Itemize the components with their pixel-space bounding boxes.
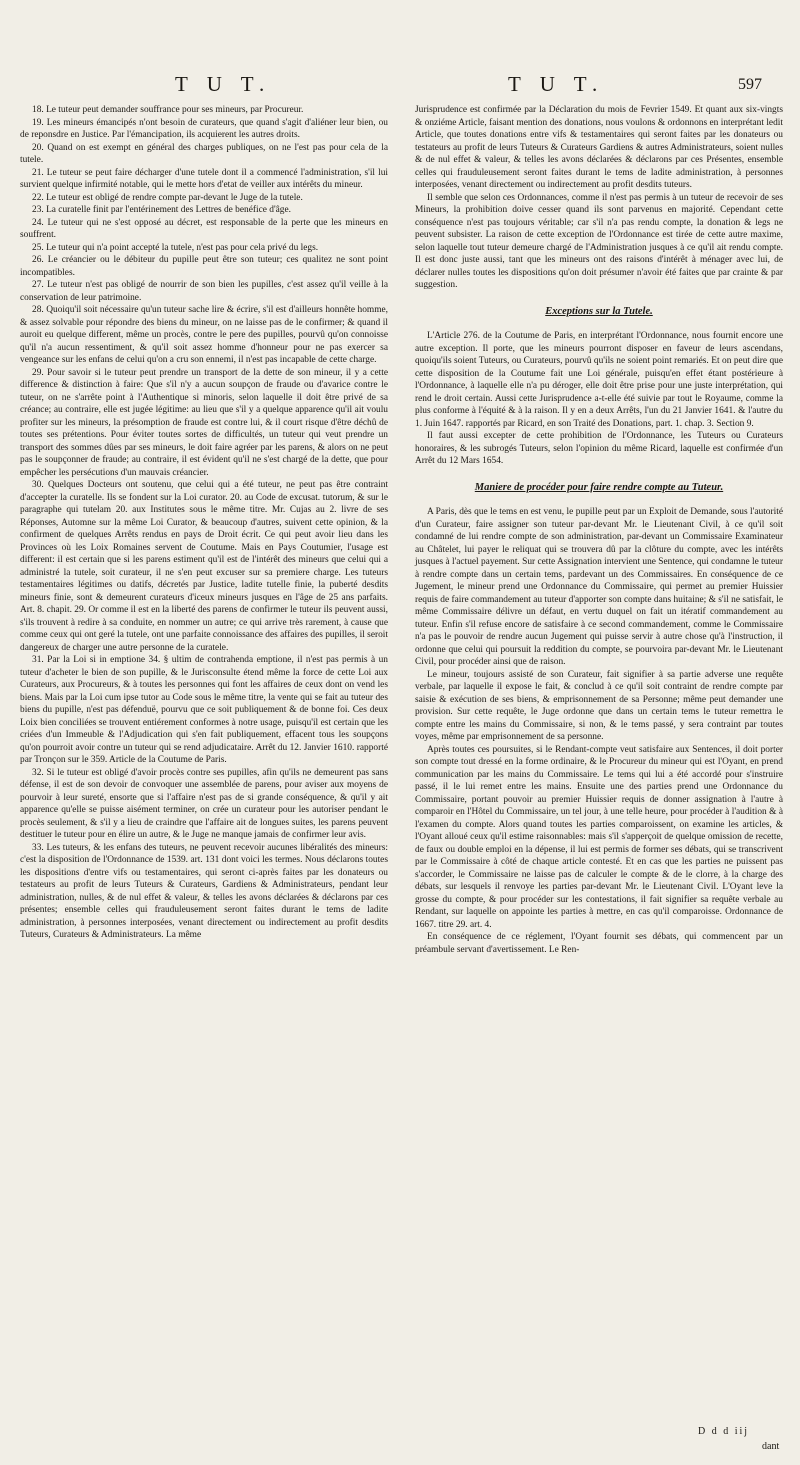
paragraph: 30. Quelques Docteurs ont soutenu, que celui qui a été tuteur, ne peut pas être contraint d'accepter la curatelle. Ils se fondent sur la Loi curator. 20. au Code de excusat. tutorum, & sur le paragraphe qui tutelam 20. aux Institutes sous le même titre. Mr. Cujas au 2. livre de ses Réponses, Automne sur la même Loi Curator, & beaucoup d'autres, suivent cette opinion, & la confirment de quelques Arrêts rendus en pays de Droit écrit. Ce qui peut avoir lieu dans les Provinces où les Loix Romaines servent de Coutume. Mais en Pays Coutumier, l'usage est different: il est certain que si les parens estiment qu'il est de l'intérêt des mineurs que celui qui a administré la tutele, soit curateur, il ne s'en peut excuser sur sa premiere charge. Les tuteurs testamentaires légitimes ou datifs, décretés par Justice, ladite tutelle finie, la puberté desdits mineurs finie, sont & demeurent curateurs d'iceux mineurs jusques en l'âge de 25 ans parfaits. Art. 8. chapit. 29. Or comme il est en la liberté des parens de confirmer le tuteur ils peuvent aussi, s'ils trouvent à redire à sa conduite, en nommer un autre; ce qui arrive très rarement, à cause que comme ceux qui ont geré la tutele, ont une parfaite connoissance des affaires des pupilles, il seroit dangereux de charger une autre personne de la curatele.: [20, 480, 388, 653]
paragraph: 29. Pour savoir si le tuteur peut prendre un transport de la dette de son mineur, il y a cette difference & distinction à faire: Que s'il n'y a aucun soupçon de fraude ou d'avarice contre le tuteur, on ne s'arrête point à l'Authentique si minoris, selon laquelle il doit être privé de sa créance; au contraire, elle est jugée légitime: au lieu que s'il y a quelque apparence qu'il ait voulu profiter sur les mineurs, la présomption de fraude est contre lui, & il court risque d'être déchû de toutes ses prétentions. Pour éviter toutes sortes de difficultés, un tuteur qui veut prendre un transport des sommes dûes par ses mineurs, le doit faire agréer par les parens, & alors on ne peut pas le soupçonner de fraude; au contraire, il est évident qu'il ne s'est chargé de la dette, que pour empêcher les persécutions d'un mauvais créancier.: [20, 367, 388, 478]
paragraph: 33. Les tuteurs, & les enfans des tuteurs, ne peuvent recevoir aucunes libéralités des mineurs: c'est la disposition de l'Ordonnance de 1539. art. 131 dont voici les termes. Nous déclarons toutes les dispositions d'entre vifs ou testamentaires, qui seront ci-après faites par les donateurs ou testateurs au profit de leurs Tuteurs & Curateurs, Gardiens & Administrateurs, pendant leur administration, nulles, & de nul effet & valeur, & telles les avons déclarées & déclarons par ces présentes; ensemble celles qui frauduleusement seront faites durant le tems de ladite administration, à personnes interposées, venant directement ou indirectement au profit desdits Tuteurs, Curateurs & Administrateurs. La même: [20, 842, 388, 940]
paragraph: A Paris, dès que le tems en est venu, le pupille peut par un Exploit de Demande, sous l'autorité d'un Curateur, faire assigner son tuteur par-devant Mr. le Lieutenant Civil, à ce qu'il soit condamné de lui rendre compte de son administration, par-devant un Commissaire Examinateur au Châtelet, lui payer le reliquat qui se trouvera dû par la clôture du compte, avec les intérêts jusques à l'actuel payement. Sur cette Assignation intervient une Sentence, qui condamne le tuteur à rendre compte dans un certain tems, pardevant un des Commissaires. En conséquence de ce Jugement, le mineur prend une Ordonnance du Commissaire, qui permet au premier Huissier requis de faire commandement au tuteur d'apporter son compte dans huitaine; & s'il ne satisfait, le même Commissaire délivre un défaut, en vertu duquel on fait un itératif commandement au tuteur. Enfin s'il refuse encore de satisfaire à ce second commandement, comme le Commissaire n'a pas le pouvoir de rendre aucun Jugement qui puisse servir à autre chose qu'à l'instruction, il ordonne que celui qui poursuit la reddition du compte, se pourvoira par-devant Mr. le Lieutenant Civil, pour procéder ainsi que de raison.: [415, 507, 783, 667]
right-column: [415, 104, 783, 956]
signature-mark: D d d iij: [698, 1426, 750, 1437]
paragraph: Il faut aussi excepter de cette prohibition de l'Ordonnance, les Tuteurs ou Curateurs honoraires, & les subrogés Tuteurs, selon l'opinion du même Ricard, laquelle est confirmée d'un Arrêt du 12 Mars 1654.: [415, 431, 783, 466]
paragraph: L'Article 276. de la Coutume de Paris, en interprétant l'Ordonnance, nous fournit encore une autre exception. Il porte, que les mineurs pourront disposer en faveur de leurs ascendans, quoiqu'ils soient Tuteurs, ou Curateurs, pourvû qu'ils ne soient point remariés. Et on peut dire que cette disposition de la Coutume fait une Loi générale, puisqu'en effet étant postérieure à l'Ordonnance, à laquelle elle n'a pu déroger, elle doit être prise pour une juste interprétation, qui rend le droit certain. Aussi cette Jurisprudence a-t-elle été suivie par tout le Royaume, comme la plus conforme à l'équité & à la raison. Il y en a deux Arrêts, l'un du 21 Janvier 1641. & l'autre du 1. Juin 1647. rapportés par Ricard, en son Traité des Donations, part. 1. chap. 3. Section 9.: [415, 331, 783, 429]
page-number: 597: [738, 76, 762, 93]
paragraph: 20. Quand on est exempt en général des charges publiques, on ne l'est pas pour cela de la tutele.: [20, 142, 388, 165]
paragraph: Jurisprudence est confirmée par la Déclaration du mois de Fevrier 1549. Et quant aux six-vingts & onziéme Article, faisant mention des donations, nous voulons & ordonnons en interprétant ledit Article, que toutes donations entre vifs & testamentaires qui seront faites par les donateurs ou testateurs au profit de leurs Tuteurs & Curateurs Gardiens & autres Administrateurs, soient nulles & de nul effet & valeur, & telles les avons déclarées & déclarons par ces Présentes, ensemble celles qui frauduleusement seront faites durant le tems de ladite administration, à personnes interposées, venant directement ou indirectement au profit desdits tuteurs.: [415, 105, 783, 190]
paragraph: 24. Le tuteur qui ne s'est opposé au décret, est responsable de la perte que les mineurs en souffrent.: [20, 217, 388, 240]
paragraph: 26. Le créancier ou le débiteur du pupille peut être son tuteur; ces qualitez ne sont point incompatibles.: [20, 255, 388, 278]
running-head-right: T U T.: [508, 72, 605, 96]
paragraph: Il semble que selon ces Ordonnances, comme il n'est pas permis à un tuteur de recevoir de ses Mineurs, la prohibition doive cesser quand ils sont parvenus en majorité. Cependant cette conséquence n'est pas toujours véritable; car s'il n'a pas rendu compte, la donation & legs ne peuvent subsister. La raison de cette exception de l'Ordonnance est tirée de cette autre maxime, selon laquelle tout tuteur demeure chargé de l'Administration jusques à ce qu'il ait rendu compte. Il est donc juste aussi, tant que les mineurs ont des raisons d'intérêt à ménager avec lui, de déclarer nulles toutes les dispositions qu'on doit présumer n'avoir été faites que par crainte & par suggestion.: [415, 192, 783, 290]
paragraph: 21. Le tuteur se peut faire décharger d'une tutele dont il a commencé l'administration, s'il lui survient quelque infirmité notable, qui le mette hors d'etat de veiller aux intérêts du mineur.: [20, 167, 388, 190]
paragraph: 22. Le tuteur est obligé de rendre compte par-devant le Juge de la tutele.: [32, 192, 303, 203]
section-heading: Exceptions sur la Tutele.: [545, 305, 653, 317]
paragraph: 23. La curatelle finit par l'entérinement des Lettres de benéfice d'âge.: [32, 205, 291, 215]
paragraph: 19. Les mineurs émancipés n'ont besoin de curateurs, que quand s'agit d'aliéner leur bien, ou de reponsdre en Justice. Par l'émancipation, ils acquierent les autres droits.: [20, 117, 388, 140]
paragraph: 32. Si le tuteur est obligé d'avoir procès contre ses pupilles, afin qu'ils ne demeurent pas sans défense, il est de son devoir de convoquer une assemblée de parens, pour aviser aux moyens de pourvoir à leur sureté, ensorte que si l'affaire n'est pas de si grande conséquence, & qu'il y ait apparence qu'elle se puisse aisément terminer, on crée un curateur pour les autoriser pendant le procès seulement, & s'il y a lieu de craindre que l'affaire ait de longues suites, les parens peuvent destituer le tuteur pour en élire un autre, & le Juge ne manque jamais de confirmer leur avis.: [20, 767, 388, 840]
paragraph: 31. Par la Loi si in emptione 34. § ultim de contrahenda emptione, il n'est pas permis à un tuteur d'acheter le bien de son pupille, & le Jurisconsulte étend même la force de cette Loi aux Curateurs, aux Procureurs, & à toutes les personnes qui font les affaires de ceux dont on vend les biens. Mais par la Loi cum ipse tutor au Code sous le même titre, la vente qui se fait au tuteur des biens du pupille, n'est pas défenduë, pourvu que ce soit publiquement & de bonne foi. Ces deux Loix bien conciliées se trouvent entiérement conformes à notre usage, puisqu'il est certain que les criées d'un Immeuble & l'Adjudication qui s'en fait publiquement, effacent tous les soupçons qu'on pourroit avoir contre un tuteur qui se rend adjudicataire. Arrêt du 12. Janvier 1610. rapporté par Tronçon sur le 359. Article de la Coutume de Paris.: [20, 655, 388, 765]
paragraph: Après toutes ces poursuites, si le Rendant-compte veut satisfaire aux Sentences, il doit porter son compte tout dressé en la forme ordinaire, & le Procureur du mineur qui est l'Oyant, en prend communication par les mains du Commissaire. Le tems qui lui a été accordé pour s'instruire passé, il le lui remet entre les mains. Ensuite une des parties prend une Ordonnance du Commissaire, portant pouvoir au premier Huissier requis de donner assignation à l'autre à comparoir en l'Hôtel du Commissaire, un tel jour, à une telle heure, pour procéder à l'audition & à l'examen du compte. Alors quand toutes les parties comparoissent, on examine les articles, & l'Oyant alloué ceux qu'il estime raisonnables: mais s'il s'apperçoit de quelque omission de recette, de faux ou double emploi en la dépense, il lui est permis de former ses débats, qui se transcrivent par le Commissaire à côté de chaque article contesté. Et en cas que les parties ne puissent pas s'accorder, le Commissaire ne laisse pas de calculer le compte & de le clorre, à la charge des débats, sur lesquels il renvoye les parties par-devant Mr. le Lieutenant Civil. L'Oyant leve la grosse du compte, & pour procéder sur les contestations, il fait signifier sa requête verbale au Rendant, sur laquelle on appointe les parties à mettre, en cas qu'il comparoisse. Ordonnance de 1667. titre 29. art. 4.: [415, 744, 783, 930]
paragraph: 28. Quoiqu'il soit nécessaire qu'un tuteur sache lire & écrire, s'il est d'ailleurs honnête homme, & assez solvable pour répondre des biens du mineur, on ne laisse pas de le confirmer; & quand il auroit eu quelque different, même un procès, contre le pere des pupilles, pourvû qu'on connoisse qu'il n'a aucun ressentiment, & qu'il soit assez homme d'honneur pour ne pas exercer sa vengeance sur les enfans de celui qu'on a cru son ennemi, il n'est pas incapable de cette charge.: [20, 305, 388, 365]
paragraph: En conséquence de ce réglement, l'Oyant fournit ses débats, qui commencent par un préambule servant d'avertissement. Le Ren-: [415, 932, 783, 955]
left-column: [20, 104, 388, 942]
paragraph: 25. Le tuteur qui n'a point accepté la tutele, n'est pas pour cela privé du legs.: [32, 242, 319, 253]
paragraph: 18. Le tuteur peut demander souffrance pour ses mineurs, par Procureur.: [32, 105, 304, 115]
paragraph: Le mineur, toujours assisté de son Curateur, fait signifier à sa partie adverse une requête verbale, par laquelle il expose le fait, & conclud à ce qu'il soit contraint de rendre compte par saisie & exécution de ses biens, & emprisonnement de sa Personne; même peut demander une provision. Sur cette requête, le Juge ordonne que dans un certain tems le tuteur remettra le compte entre les mains du Commissaire, si non, & le tems passé, y sera contraint par toutes voyes, même par emprisonnement de sa personne.: [415, 669, 783, 742]
paragraph: 27. Le tuteur n'est pas obligé de nourrir de son bien les pupilles, c'est assez qu'il veille à la conservation de leur patrimoine.: [20, 280, 388, 303]
catchword: dant: [762, 1441, 780, 1452]
section-heading: Maniere de procéder pour faire rendre compte au Tuteur.: [474, 481, 724, 493]
running-head-left: T U T.: [175, 72, 272, 96]
